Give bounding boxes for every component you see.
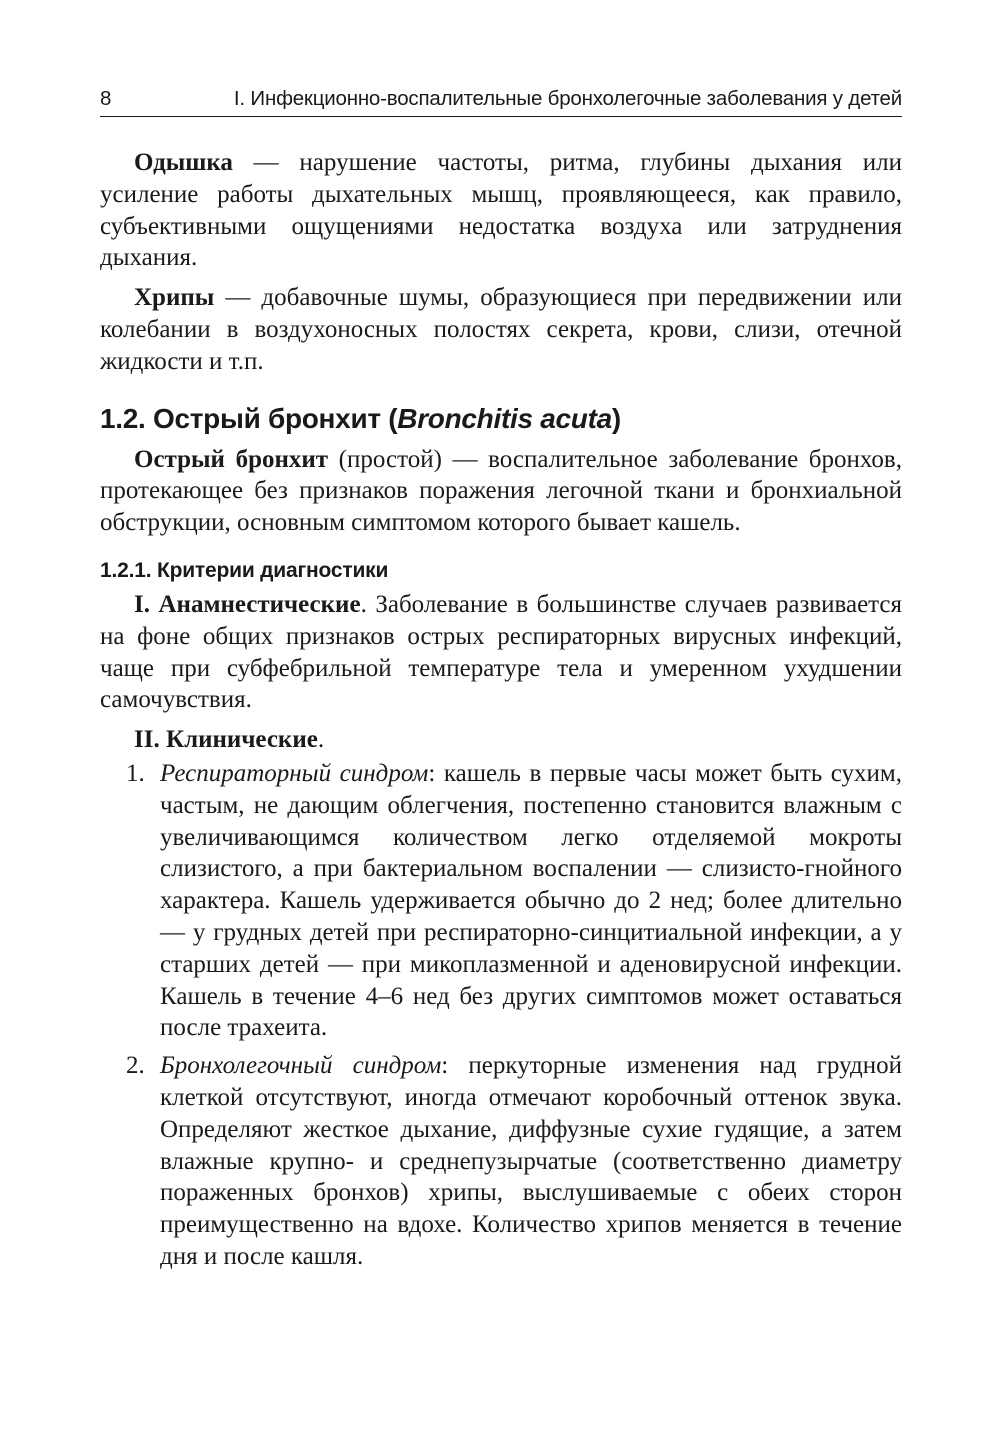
syndrome-name: Бронхолегочный синдром [160, 1052, 442, 1080]
chapter-title: I. Инфекционно-воспалительные бронхолегочные заболевания у детей [233, 87, 902, 110]
syndrome-name: Респираторный синдром [160, 759, 429, 787]
book-page [100, 86, 902, 1273]
syndrome-text: : кашель в первые часы может быть сухим, частым, не дающим облегчения, постепенно становится влажным с увеличивающимся количеством легко отделяемой мокроты слизистого, а при бактериальном воспалении — слизисто-гнойного характера. Кашель удерживается обычно до 2 нед; более длительно — у грудных детей при респираторно-синцитиальной инфекции, а у старших детей — при микоплазменной и аденовирусной инфекции. Кашель в течение 4–6 нед без других симптомов может оставаться после трахеита. [160, 759, 903, 1042]
section-title-latin: Bronchitis acuta [397, 402, 612, 434]
list-item [100, 1050, 902, 1273]
section-intro [100, 444, 902, 539]
section-title-prefix: 1.2. Острый бронхит ( [100, 402, 398, 434]
section-heading [100, 402, 902, 436]
clinical-suffix: . [317, 726, 325, 754]
clinical-label: II. Клинические [134, 726, 318, 754]
clinical-criteria-heading [100, 724, 902, 756]
definition-text: — нарушение частоты, ритма, глубины дыхания или усиление работы дыхательных мышц, проявляющееся, как правило, субъективными ощущениями недостатка воздуха или затруднения дыхания. [100, 149, 902, 272]
definition-text: — добавочные шумы, образующиеся при передвижении или колебании в воздухоносных полостях секрета, крови, слизи, отечной жидкости и т.п. [100, 284, 902, 375]
anamnestic-text: . Заболевание в большинстве случаев развивается на фоне общих признаков острых респираторных вирусных инфекций, чаще при субфебрильной температуре тела и умеренном ухудшении самочувствия. [100, 590, 902, 714]
list-item-marker: 1. [126, 759, 145, 787]
list-item [100, 758, 902, 1044]
list-item-marker: 2. [126, 1052, 145, 1080]
definition-term: Хрипы [134, 284, 215, 312]
anamnestic-label: I. Анамнестические [134, 590, 361, 618]
syndrome-text: : перкуторные изменения над грудной клеткой отсутствуют, иногда отмечают коробочный оттенок звука. Определяют жесткое дыхание, диффузные сухие гудящие, а затем влажные крупно- и среднепузырчатые (соответственно диаметру пораженных бронхов) хрипы, выслушиваемые с обеих сторон преимущественно на вдохе. Количество хрипов меняется в течение дня и после кашля. [160, 1052, 902, 1270]
definition-dyspnea [100, 147, 902, 274]
intro-text: (простой) — воспалительное заболевание бронхов, протекающее без признаков поражения легочной ткани и бронхиальной обструкции, основным симптомом которого бывает кашель. [100, 445, 902, 537]
clinical-items-list [100, 758, 902, 1273]
definition-term: Одышка [134, 149, 233, 176]
anamnestic-criteria [100, 589, 902, 716]
subsection-heading: 1.2.1. Критерии диагностики [100, 558, 389, 582]
page-content [100, 147, 902, 1273]
definition-rales [100, 282, 902, 377]
section-title-suffix: ) [611, 402, 621, 434]
running-header [100, 86, 902, 117]
intro-term: Острый бронхит [134, 445, 329, 473]
page-number: 8 [100, 87, 112, 110]
